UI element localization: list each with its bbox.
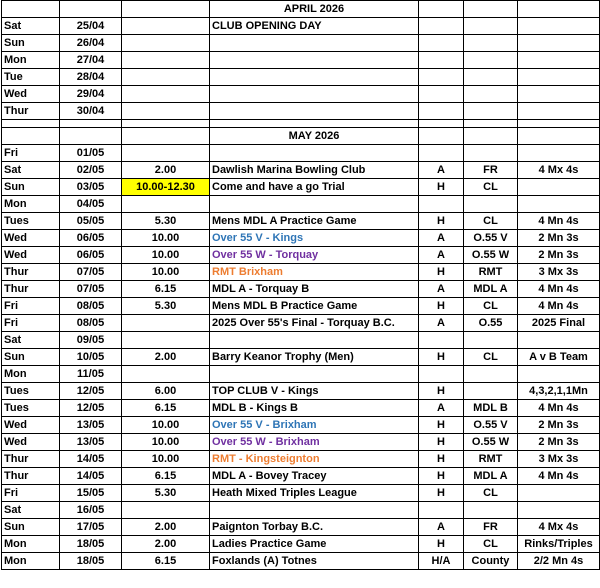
date-cell: 15/05: [60, 485, 122, 502]
table-row: [2, 162, 600, 179]
ha-cell: [419, 103, 464, 120]
time-cell: 6.00: [122, 383, 210, 400]
date-cell: 08/05: [60, 298, 122, 315]
table-row: [2, 18, 600, 35]
date-cell: 18/05: [60, 553, 122, 570]
time-cell: 6.15: [122, 281, 210, 298]
format-cell: 4 Mn 4s: [518, 213, 600, 230]
day-cell: Wed: [2, 247, 60, 264]
event-cell: [210, 35, 419, 52]
table-row: [2, 103, 600, 120]
day-cell: Sun: [2, 35, 60, 52]
time-cell: 10.00: [122, 451, 210, 468]
table-row: [2, 332, 600, 349]
competition-cell: CL: [464, 349, 518, 366]
competition-cell: RMT: [464, 451, 518, 468]
date-cell: 14/05: [60, 451, 122, 468]
table-row: [2, 553, 600, 570]
competition-cell: CL: [464, 298, 518, 315]
format-cell: 2 Mn 3s: [518, 434, 600, 451]
event-cell: MDL A - Bovey Tracey: [210, 468, 419, 485]
event-cell: Mens MDL B Practice Game: [210, 298, 419, 315]
day-cell: Sat: [2, 18, 60, 35]
competition-cell: MDL A: [464, 281, 518, 298]
table-row: [2, 69, 600, 86]
competition-cell: [464, 383, 518, 400]
event-cell: Paignton Torbay B.C.: [210, 519, 419, 536]
format-cell: 4 Mx 4s: [518, 519, 600, 536]
date-cell: 18/05: [60, 536, 122, 553]
format-cell: [518, 502, 600, 519]
time-cell: [122, 103, 210, 120]
time-cell: [122, 145, 210, 162]
table-row: [2, 213, 600, 230]
competition-cell: [464, 366, 518, 383]
ha-cell: A: [419, 400, 464, 417]
day-cell: Tue: [2, 69, 60, 86]
table-row: [2, 485, 600, 502]
day-cell: Mon: [2, 536, 60, 553]
day-cell: Mon: [2, 553, 60, 570]
event-cell: Barry Keanor Trophy (Men): [210, 349, 419, 366]
ha-cell: [419, 502, 464, 519]
competition-cell: CL: [464, 536, 518, 553]
table-row: [2, 145, 600, 162]
ha-cell: [419, 145, 464, 162]
time-cell: 10.00: [122, 434, 210, 451]
format-cell: [518, 69, 600, 86]
date-cell: 04/05: [60, 196, 122, 213]
day-cell: Thur: [2, 468, 60, 485]
format-cell: 4 Mx 4s: [518, 162, 600, 179]
event-cell: [210, 103, 419, 120]
format-cell: 4 Mn 4s: [518, 281, 600, 298]
format-cell: [518, 196, 600, 213]
event-cell: Dawlish Marina Bowling Club: [210, 162, 419, 179]
event-cell: Over 55 W - Brixham: [210, 434, 419, 451]
day-cell: Fri: [2, 145, 60, 162]
date-cell: 10/05: [60, 349, 122, 366]
day-cell: Tues: [2, 213, 60, 230]
date-cell: 13/05: [60, 417, 122, 434]
table-row: [2, 366, 600, 383]
day-cell: Tues: [2, 383, 60, 400]
format-cell: A v B Team: [518, 349, 600, 366]
date-cell: 25/04: [60, 18, 122, 35]
event-cell: Over 55 V - Brixham: [210, 417, 419, 434]
ha-cell: H: [419, 485, 464, 502]
table-row: [2, 468, 600, 485]
table-row: [2, 264, 600, 281]
day-cell: Sat: [2, 332, 60, 349]
date-cell: 05/05: [60, 213, 122, 230]
time-cell: 10.00: [122, 264, 210, 281]
time-cell: 6.15: [122, 553, 210, 570]
time-cell: [122, 69, 210, 86]
time-cell: 2.00: [122, 519, 210, 536]
format-cell: 3 Mx 3s: [518, 264, 600, 281]
competition-cell: [464, 69, 518, 86]
table-row: [2, 230, 600, 247]
table-row: [2, 86, 600, 103]
format-cell: 4,3,2,1,1Mn: [518, 383, 600, 400]
month-header-may: MAY 2026: [210, 128, 419, 145]
competition-cell: O.55 V: [464, 230, 518, 247]
ha-cell: [419, 366, 464, 383]
ha-cell: H: [419, 349, 464, 366]
table-row: [2, 349, 600, 366]
format-cell: 2 Mn 3s: [518, 230, 600, 247]
format-cell: 2025 Final: [518, 315, 600, 332]
table-row: [2, 451, 600, 468]
format-cell: [518, 485, 600, 502]
fixtures-body: [2, 1, 600, 570]
time-cell: [122, 332, 210, 349]
date-cell: 27/04: [60, 52, 122, 69]
date-cell: 16/05: [60, 502, 122, 519]
ha-cell: A: [419, 519, 464, 536]
event-cell: [210, 69, 419, 86]
day-cell: Thur: [2, 103, 60, 120]
event-cell: Over 55 V - Kings: [210, 230, 419, 247]
format-cell: Rinks/Triples: [518, 536, 600, 553]
date-cell: 14/05: [60, 468, 122, 485]
ha-cell: H: [419, 383, 464, 400]
time-cell: 10.00: [122, 247, 210, 264]
time-cell: [122, 18, 210, 35]
competition-cell: [464, 145, 518, 162]
format-cell: 4 Mn 4s: [518, 468, 600, 485]
ha-cell: H/A: [419, 553, 464, 570]
date-cell: 02/05: [60, 162, 122, 179]
event-cell: [210, 196, 419, 213]
spacer-row: [2, 120, 600, 128]
competition-cell: O.55 W: [464, 434, 518, 451]
event-cell: [210, 366, 419, 383]
table-row: [2, 315, 600, 332]
competition-cell: FR: [464, 162, 518, 179]
time-cell: 10.00: [122, 417, 210, 434]
event-cell: Ladies Practice Game: [210, 536, 419, 553]
competition-cell: [464, 18, 518, 35]
competition-cell: [464, 35, 518, 52]
competition-cell: FR: [464, 519, 518, 536]
ha-cell: H: [419, 264, 464, 281]
ha-cell: A: [419, 162, 464, 179]
date-cell: 26/04: [60, 35, 122, 52]
event-cell: TOP CLUB V - Kings: [210, 383, 419, 400]
format-cell: [518, 35, 600, 52]
day-cell: Wed: [2, 86, 60, 103]
day-cell: Thur: [2, 281, 60, 298]
format-cell: [518, 145, 600, 162]
day-cell: Thur: [2, 264, 60, 281]
time-cell: 5.30: [122, 485, 210, 502]
competition-cell: O.55: [464, 315, 518, 332]
table-row: [2, 52, 600, 69]
ha-cell: [419, 18, 464, 35]
ha-cell: A: [419, 230, 464, 247]
month-header-row: [2, 1, 600, 18]
day-cell: Fri: [2, 485, 60, 502]
format-cell: [518, 179, 600, 196]
date-cell: 13/05: [60, 434, 122, 451]
day-cell: Wed: [2, 230, 60, 247]
time-cell: 6.15: [122, 468, 210, 485]
ha-cell: A: [419, 281, 464, 298]
day-cell: Wed: [2, 417, 60, 434]
date-cell: 17/05: [60, 519, 122, 536]
time-cell: [122, 315, 210, 332]
ha-cell: H: [419, 298, 464, 315]
date-cell: 08/05: [60, 315, 122, 332]
event-cell: Over 55 W - Torquay: [210, 247, 419, 264]
ha-cell: H: [419, 434, 464, 451]
day-cell: Mon: [2, 52, 60, 69]
table-row: [2, 519, 600, 536]
date-cell: 01/05: [60, 145, 122, 162]
table-row: [2, 400, 600, 417]
event-cell: [210, 332, 419, 349]
ha-cell: [419, 52, 464, 69]
day-cell: Mon: [2, 196, 60, 213]
ha-cell: [419, 69, 464, 86]
format-cell: 2 Mn 3s: [518, 247, 600, 264]
time-cell: 2.00: [122, 536, 210, 553]
day-cell: Sun: [2, 179, 60, 196]
day-cell: Sun: [2, 349, 60, 366]
fixtures-table: [1, 0, 600, 570]
table-row: [2, 502, 600, 519]
day-cell: Fri: [2, 315, 60, 332]
competition-cell: [464, 502, 518, 519]
table-row: [2, 247, 600, 264]
time-cell: 2.00: [122, 162, 210, 179]
competition-cell: CL: [464, 179, 518, 196]
ha-cell: H: [419, 417, 464, 434]
time-cell: 10.00-12.30: [122, 179, 210, 196]
ha-cell: H: [419, 468, 464, 485]
table-row: [2, 417, 600, 434]
date-cell: 29/04: [60, 86, 122, 103]
event-cell: [210, 145, 419, 162]
month-header-row: [2, 128, 600, 145]
date-cell: 12/05: [60, 383, 122, 400]
event-cell: [210, 502, 419, 519]
ha-cell: A: [419, 315, 464, 332]
competition-cell: RMT: [464, 264, 518, 281]
table-row: [2, 383, 600, 400]
ha-cell: H: [419, 213, 464, 230]
time-cell: 5.30: [122, 298, 210, 315]
day-cell: Sat: [2, 162, 60, 179]
ha-cell: H: [419, 536, 464, 553]
date-cell: 30/04: [60, 103, 122, 120]
format-cell: [518, 18, 600, 35]
time-cell: 6.15: [122, 400, 210, 417]
competition-cell: O.55 W: [464, 247, 518, 264]
competition-cell: MDL A: [464, 468, 518, 485]
event-cell: [210, 86, 419, 103]
competition-cell: CL: [464, 485, 518, 502]
month-header-april: APRIL 2026: [210, 1, 419, 18]
date-cell: 06/05: [60, 230, 122, 247]
date-cell: 06/05: [60, 247, 122, 264]
event-cell: 2025 Over 55's Final - Torquay B.C.: [210, 315, 419, 332]
time-cell: [122, 366, 210, 383]
event-cell: Heath Mixed Triples League: [210, 485, 419, 502]
table-row: [2, 536, 600, 553]
day-cell: Mon: [2, 366, 60, 383]
ha-cell: [419, 86, 464, 103]
ha-cell: [419, 35, 464, 52]
time-cell: [122, 196, 210, 213]
table-row: [2, 179, 600, 196]
time-cell: 2.00: [122, 349, 210, 366]
date-cell: 28/04: [60, 69, 122, 86]
ha-cell: A: [419, 247, 464, 264]
competition-cell: County: [464, 553, 518, 570]
table-row: [2, 298, 600, 315]
competition-cell: [464, 196, 518, 213]
date-cell: 09/05: [60, 332, 122, 349]
event-cell: CLUB OPENING DAY: [210, 18, 419, 35]
time-cell: [122, 52, 210, 69]
event-cell: MDL A - Torquay B: [210, 281, 419, 298]
ha-cell: H: [419, 179, 464, 196]
day-cell: Tues: [2, 400, 60, 417]
date-cell: 12/05: [60, 400, 122, 417]
event-cell: Foxlands (A) Totnes: [210, 553, 419, 570]
day-cell: Wed: [2, 434, 60, 451]
table-row: [2, 434, 600, 451]
event-cell: [210, 52, 419, 69]
format-cell: 4 Mn 4s: [518, 400, 600, 417]
competition-cell: [464, 332, 518, 349]
table-row: [2, 281, 600, 298]
table-row: [2, 35, 600, 52]
date-cell: 03/05: [60, 179, 122, 196]
table-row: [2, 196, 600, 213]
competition-cell: MDL B: [464, 400, 518, 417]
ha-cell: H: [419, 451, 464, 468]
ha-cell: [419, 332, 464, 349]
format-cell: [518, 366, 600, 383]
competition-cell: O.55 V: [464, 417, 518, 434]
competition-cell: CL: [464, 213, 518, 230]
format-cell: 3 Mx 3s: [518, 451, 600, 468]
event-cell: Mens MDL A Practice Game: [210, 213, 419, 230]
day-cell: Sat: [2, 502, 60, 519]
date-cell: 11/05: [60, 366, 122, 383]
format-cell: 4 Mn 4s: [518, 298, 600, 315]
event-cell: Come and have a go Trial: [210, 179, 419, 196]
format-cell: [518, 103, 600, 120]
date-cell: 07/05: [60, 264, 122, 281]
event-cell: RMT Brixham: [210, 264, 419, 281]
time-cell: 5.30: [122, 213, 210, 230]
time-cell: [122, 35, 210, 52]
date-cell: 07/05: [60, 281, 122, 298]
event-cell: RMT - Kingsteignton: [210, 451, 419, 468]
time-cell: [122, 86, 210, 103]
competition-cell: [464, 103, 518, 120]
format-cell: [518, 52, 600, 69]
day-cell: Fri: [2, 298, 60, 315]
time-cell: [122, 502, 210, 519]
ha-cell: [419, 196, 464, 213]
day-cell: Sun: [2, 519, 60, 536]
competition-cell: [464, 86, 518, 103]
competition-cell: [464, 52, 518, 69]
event-cell: MDL B - Kings B: [210, 400, 419, 417]
time-cell: 10.00: [122, 230, 210, 247]
format-cell: [518, 86, 600, 103]
format-cell: 2/2 Mn 4s: [518, 553, 600, 570]
day-cell: Thur: [2, 451, 60, 468]
format-cell: [518, 332, 600, 349]
format-cell: 2 Mn 3s: [518, 417, 600, 434]
